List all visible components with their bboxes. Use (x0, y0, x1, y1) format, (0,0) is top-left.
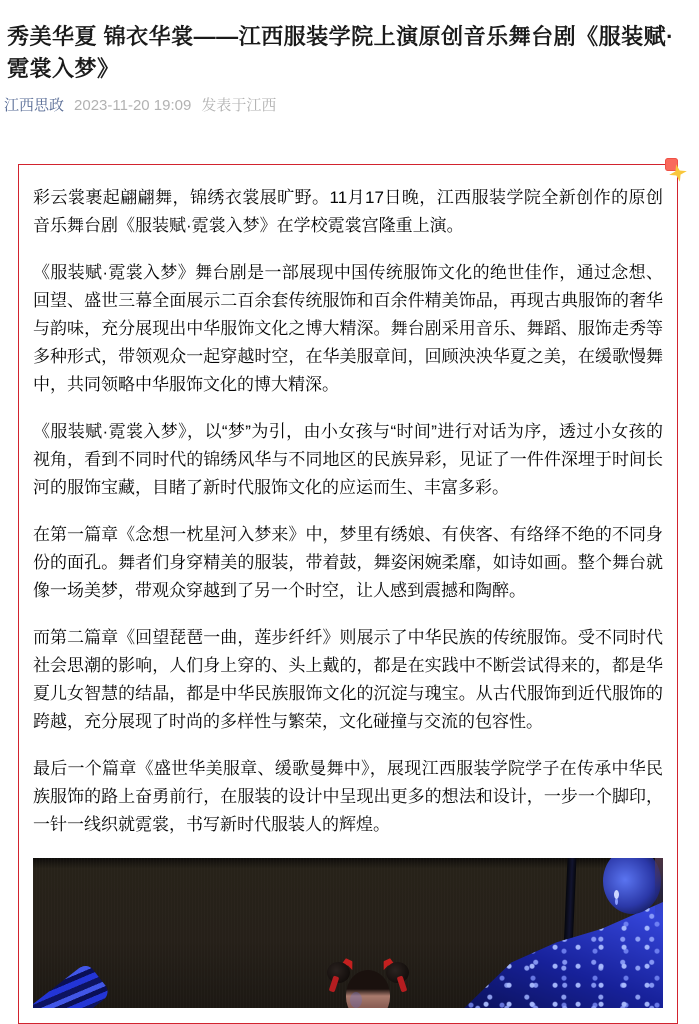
article-content-box (18, 164, 678, 1024)
paragraph-5: 而第二篇章《回望琵琶一曲，莲步纤纤》则展示了中华民族的传统服饰。受不同时代社会思潮的影响，人们身上穿的、头上戴的，都是在实践中不断尝试得来的，都是华夏儿女智慧的结晶，都是中华民族服饰文化的沉淀与瑰宝。从古代服饰到近代服饰的跨越，充分展现了时尚的多样性与繁荣，文化碰撞与交流的包容性。 (33, 628, 663, 731)
publish-time: 2023-11-20 19:09 (74, 97, 192, 114)
paragraph-3: 《服装赋·霓裳入梦》，以“梦”为引，由小女孩与“时间”进行对话为序，透过小女孩的视角，看到不同时代的锦绣风华与不同地区的民族异彩，见证了一件件深埋于时间长河的服饰宝藏，目睹了新时代服饰文化的应运而生、丰富多彩。 (33, 422, 663, 497)
stage-photo-blue-performer-face (603, 858, 661, 914)
paragraph-2: 《服装赋·霓裳入梦》舞台剧是一部展现中国传统服饰文化的绝世佳作，通过念想、回望、盛世三幕全面展示二百余套传统服饰和百余件精美饰品，再现古典服饰的奢华与韵味，充分展现出中华服饰文化之博大精深。舞台剧采用音乐、舞蹈、服饰走秀等多种形式，带领观众一起穿越时空，在华美服章间，回顾泱泱华夏之美，在缓歌慢舞中，共同领略中华服饰文化的博大精深。 (33, 263, 663, 394)
paragraph-4: 在第一篇章《念想一枕星河入梦来》中，梦里有绣娘、有侠客、有络绎不绝的不同身份的面孔。舞者们身穿精美的服装，带着鼓，舞姿闲婉柔靡，如诗如画。整个舞台就像一场美梦，带观众穿越到了另一个时空，让人感到震撼和陶醉。 (33, 525, 663, 600)
stage-photo-blue-performer-garment (458, 902, 663, 1008)
account-name-link[interactable]: 江西思政 (4, 97, 65, 114)
girl-head (346, 970, 390, 1008)
stage-photo-blue-fabric (33, 962, 112, 1008)
stage-photo[interactable] (33, 858, 663, 1008)
paragraph-6: 最后一个篇章《盛世华美服章、缓歌曼舞中》，展现江西服装学院学子在传承中华民族服饰的路上奋勇前行，在服装的设计中呈现出更多的想法和设计，一步一个脚印，一针一线织就霓裳，书写新时代服装人的辉煌。 (33, 759, 663, 834)
paragraph-1: 彩云裳裹起翩翩舞，锦绣衣裳展旷野。11月17日晚，江西服装学院全新创作的原创音乐舞台剧《服装赋·霓裳入梦》在学校霓裳宫隆重上演。 (33, 188, 663, 235)
stage-photo-earring (614, 890, 619, 899)
publish-location: 发表于江西 (201, 97, 277, 114)
article-title: 秀美华夏 锦衣华裳——江西服装学院上演原创音乐舞台剧《服装赋·霓裳入梦》 (7, 24, 674, 81)
article-byline (4, 95, 695, 116)
article-header (0, 0, 699, 116)
stage-photo-edge-glow (655, 858, 663, 922)
stage-photo-girl (325, 960, 411, 1008)
